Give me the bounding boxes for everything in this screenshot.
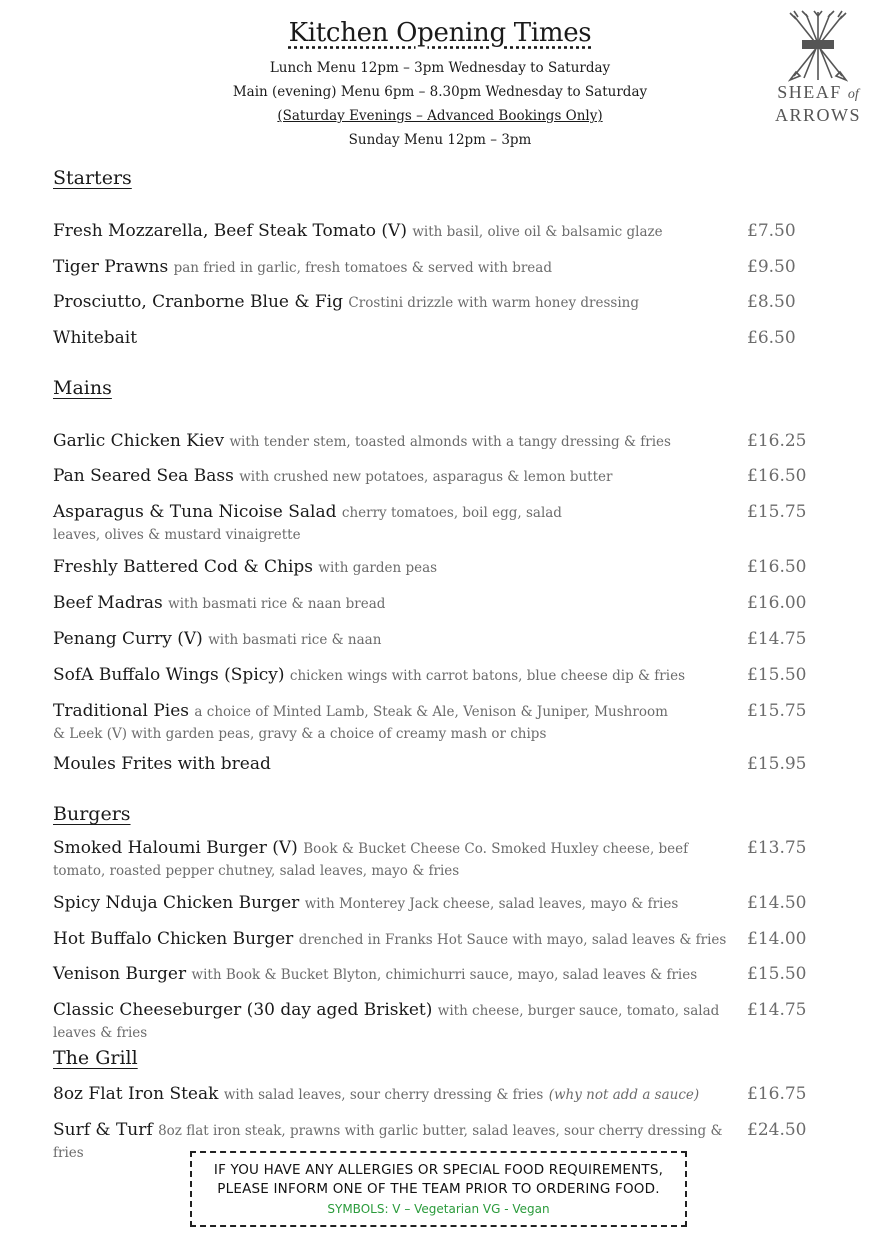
item-desc: drenched in Franks Hot Sauce with mayo, salad leaves & fries [298,932,727,948]
item-desc: with crushed new potatoes, asparagus & lemon butter [239,469,613,485]
item-price: £15.50 [747,964,807,984]
menu-item [53,557,743,579]
item-desc: with cheese, burger sauce, tomato, salad leaves & fries [53,1003,720,1041]
item-name: Spicy Nduja Chicken Burger [53,893,300,913]
section-title-grill: The Grill [53,1047,138,1069]
item-price: £16.50 [747,466,807,486]
menu-item [53,292,743,314]
crossed-arrows-icon [788,10,848,82]
allergy-line2: PLEASE INFORM ONE OF THE TEAM PRIOR TO ORDERING FOOD. [217,1181,660,1197]
item-desc: cherry tomatoes, boil egg, salad leaves, olives & mustard vinaigrette [53,505,562,543]
item-desc: with Monterey Jack cheese, salad leaves, mayo & fries [304,896,679,912]
item-name: Tiger Prawns [53,257,169,277]
item-name: 8oz Flat Iron Steak [53,1084,219,1104]
item-price: £14.75 [747,1000,807,1020]
item-price: £14.50 [747,893,807,913]
item-desc: with basmati rice & naan [208,632,382,648]
item-price: £16.75 [747,1084,807,1104]
sunday-hours: Sunday Menu 12pm – 3pm [348,132,532,148]
item-name: Moules Frites with bread [53,754,271,774]
item-desc: with Book & Bucket Blyton, chimichurri sauce, mayo, salad leaves & fries [191,967,698,983]
item-price: £24.50 [747,1120,807,1140]
item-name: Freshly Battered Cod & Chips [53,557,313,577]
item-name: Classic Cheeseburger (30 day aged Brisket) [53,1000,433,1020]
logo-text-line1: SHEAF of [777,82,859,102]
menu-item [53,701,683,745]
item-desc: pan fried in garlic, fresh tomatoes & served with bread [173,260,552,276]
menu-item [53,665,743,687]
menu-item [53,431,743,453]
item-name: Beef Madras [53,593,163,613]
item-name: Surf & Turf [53,1120,153,1140]
item-name: Hot Buffalo Chicken Burger [53,929,294,949]
item-name: Asparagus & Tuna Nicoise Salad [53,502,337,522]
item-desc: with salad leaves, sour cherry dressing & fries [223,1087,544,1103]
item-name: SofA Buffalo Wings (Spicy) [53,665,285,685]
section-title-mains: Mains [53,377,112,399]
allergy-notice [190,1151,687,1227]
menu-item [53,1084,743,1106]
item-name: Traditional Pies [53,701,190,721]
item-desc: Book & Bucket Cheese Co. Smoked Huxley cheese, beef tomato, roasted pepper chutney, salad leaves, mayo & fries [53,841,689,879]
item-desc: with tender stem, toasted almonds with a tangy dressing & fries [229,434,671,450]
item-name: Whitebait [53,328,138,348]
item-desc: 8oz flat iron steak, prawns with garlic butter, salad leaves, sour cherry dressing & fries [53,1123,723,1161]
menu-item [53,221,743,243]
logo-text-line2: ARROWS [774,105,861,125]
menu-item [53,466,743,488]
section-title-starters: Starters [53,167,132,189]
item-price: £6.50 [747,328,796,348]
item-price: £16.25 [747,431,807,451]
menu-item [53,964,743,986]
item-note: (why not add a sauce) [548,1087,700,1103]
symbols-legend: SYMBOLS: V – Vegetarian VG - Vegan [327,1202,550,1216]
item-price: £16.00 [747,593,807,613]
item-price: £15.75 [747,701,807,721]
allergy-line1: IF YOU HAVE ANY ALLERGIES OR SPECIAL FOOD REQUIREMENTS, [213,1162,664,1178]
item-desc: Crostini drizzle with warm honey dressing [348,295,639,311]
saturday-note: (Saturday Evenings – Advanced Bookings Only) [277,108,603,124]
item-desc: with garden peas [318,560,438,576]
item-desc: chicken wings with carrot batons, blue cheese dip & fries [289,668,685,684]
item-price: £13.75 [747,838,807,858]
item-price: £16.50 [747,557,807,577]
item-price: £8.50 [747,292,796,312]
item-name: Smoked Haloumi Burger (V) [53,838,298,858]
sheaf-of-arrows-logo [770,10,866,125]
item-name: Penang Curry (V) [53,629,203,649]
item-desc: with basil, olive oil & balsamic glaze [412,224,663,240]
menu-item [53,929,743,951]
menu-item [53,629,743,651]
item-name: Prosciutto, Cranborne Blue & Fig [53,292,344,312]
item-price: £15.75 [747,502,807,522]
menu-item [53,328,743,349]
item-name: Venison Burger [53,964,187,984]
item-name: Fresh Mozzarella, Beef Steak Tomato (V) [53,221,407,241]
menu-item [53,593,743,615]
item-price: £15.50 [747,665,807,685]
item-desc: with basmati rice & naan bread [168,596,386,612]
item-price: £14.75 [747,629,807,649]
item-price: £15.95 [747,754,807,774]
item-desc: a choice of Minted Lamb, Steak & Ale, Venison & Juniper, Mushroom & Leek (V) with garden peas, gravy & a choice of creamy mash or chips [53,704,668,742]
item-price: £14.00 [747,929,807,949]
menu-item [53,893,743,915]
item-name: Garlic Chicken Kiev [53,431,225,451]
menu-item [53,257,743,279]
menu-item [53,502,613,546]
item-price: £9.50 [747,257,796,277]
section-title-burgers: Burgers [53,803,131,825]
menu-item [53,754,743,775]
menu-item [53,1000,743,1044]
evening-hours: Main (evening) Menu 6pm – 8.30pm Wednesday to Saturday [232,84,648,100]
opening-times-header [200,18,680,152]
item-price: £7.50 [747,221,796,241]
item-name: Pan Seared Sea Bass [53,466,234,486]
menu-item [53,838,738,882]
lunch-hours: Lunch Menu 12pm – 3pm Wednesday to Saturday [269,60,611,76]
page-title: Kitchen Opening Times [288,18,592,48]
